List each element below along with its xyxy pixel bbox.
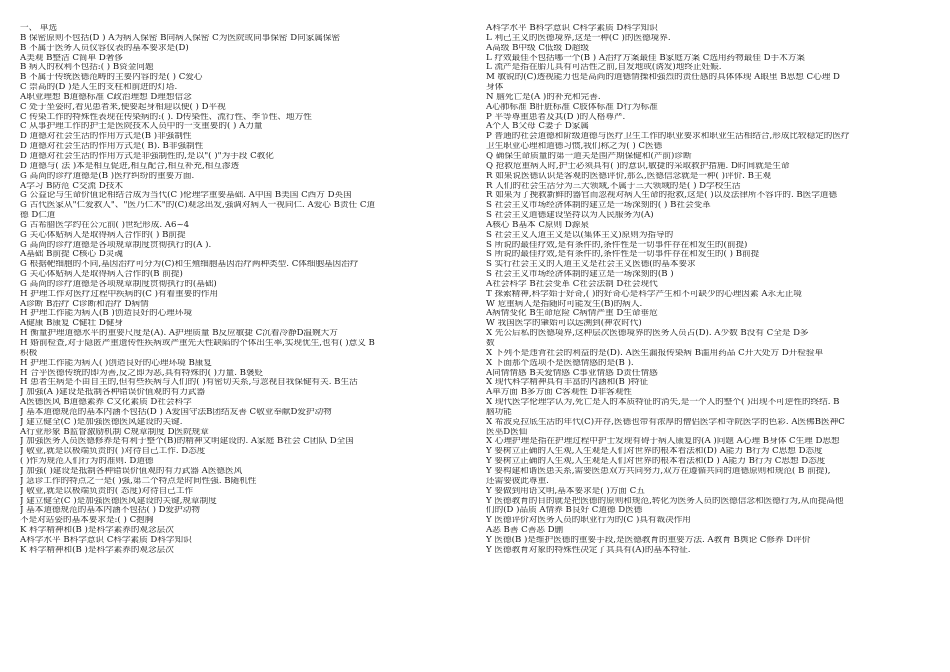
right-column-line: S 所说的最佳疗效,是有条件的,条件性是一切事件存在和发生的(前提): [486, 240, 748, 250]
right-column-line: X 现代医学伦理学认为,死亡是人的本质特征的消失,是一个人的整个( )出现不可逆性的终结. B: [486, 398, 840, 408]
right-column-line: Q 确保生命质量的第一道关是围产期保健和(产前)诊断: [486, 151, 692, 161]
left-column-line: B 保密原则不包括(D ) A为病人保密 B向病人保密 C为医院或同事保密 D向家属保密: [20, 33, 341, 43]
right-column-line: M 敏锐的(C)透视能力也是高尚的道德情操和强烈的责任感的具体体现 A眼里 B思想 C心理 D: [486, 73, 840, 83]
right-column-line: N 脑死亡是(A )的补充和完善.: [486, 92, 601, 102]
right-column-line: 医巫D医仙: [486, 427, 528, 437]
left-column-line: H 护理工作对医疗过程中疾病的(C )有着重要的作用: [20, 289, 219, 299]
left-column-line: A诊断 B治疗 C诊断和治疗 D病情: [20, 299, 149, 309]
right-column-line: R 如果为了挽救新鲜的器官而忽视对病人生命的抢救,这是( )以及法律所不容许的. B医学道德: [486, 191, 838, 201]
left-column-line: G 高尚的诊疗道德是各项规章制度贯彻执行的(基础): [20, 279, 217, 289]
left-column: [20, 24, 464, 556]
right-column-line: P 普通的社会道德和阶级道德与医疗卫生工作的职业要求和职业生活相结合,形成比较稳定的医疗: [486, 132, 850, 142]
right-column-line: L 利己主义的医德境界,这是一种(C )的医德境界.: [486, 33, 671, 43]
right-column: [486, 24, 934, 556]
right-column-line: A核心 B基本 C原则 D源泉: [486, 220, 589, 230]
right-column-line: T 探索精神,科学始于好奇,( )的好奇心是科学产生和不可缺少的心理因素 A永无止境: [486, 289, 802, 299]
left-column-line: B 不属于医务人员仪容仪表的基本要求是(D): [20, 43, 189, 53]
left-column-line: ( )作为规范人们行为的准则. D道德: [20, 457, 154, 467]
right-column-line: Y 医德(B )是维护医德的重要手段,是医德教育的重要方法. A教育 B舆论 C修养 D评价: [486, 535, 811, 545]
left-column-line: G 关心体贴病人是取得病人合作的( ) B前提: [20, 230, 186, 240]
left-column-line: H 合乎医德传统的即为善,反之即为恶,具有特殊的( )力量. B褒贬: [20, 368, 264, 378]
left-column-line: D 道德与( 法 )本是相互促进,相互配合,相互补充,相互渗透: [20, 161, 240, 171]
left-column-line: J 加强(A )建设是抵制各种错误价值观的有力武器: [20, 388, 206, 398]
left-column-line: A基础 B前提 C核心 D灵魂: [20, 250, 123, 260]
right-column-line: W 我国医学的肇始可以远溯到(神农时代): [486, 319, 642, 329]
right-column-line: L 流产是指在胎儿具有可活性之前,自发地或(诱发)地终止妊娠.: [486, 63, 722, 73]
right-column-line: Y 医德教育对象的特殊性决定了其具有(A)的基本特征.: [486, 545, 691, 555]
left-column-line: A科学水平 B科学意识 C科学素质 D科学知识: [20, 535, 192, 545]
right-column-line: Q 抢救危重病人时,护士必须具有( )的意识,敏捷的采取救护措施. D时间就是生命: [486, 161, 790, 171]
left-column-line: A医德医风 B道德素养 C文化素质 D社会科学: [20, 398, 192, 408]
right-column-line: Y 医德教育的目的就是把医德的原则和规范,转化为医务人员的医德信念和医德行为,从而提高他: [486, 496, 844, 506]
right-column-line: 身体: [486, 83, 504, 93]
right-column-line: 卫生职业心理和道德习惯,我们称之为( ) C医德: [486, 142, 663, 152]
left-column-line: C 从事护理工作的护士是医院技术人员中的一支重要的( ) A力量: [20, 122, 263, 132]
right-column-line: 脑功能: [486, 407, 512, 417]
left-column-line: G 古代医家从"仁爱救人"、"医乃仁术"的(C)观念出发,强调对病人一视同仁. A爱心 B责任 C道: [20, 201, 376, 211]
right-column-line: A高级 B中级 C低级 D超级: [486, 43, 589, 53]
left-column-line: A健康 B康复 C健壮 D健身: [20, 319, 123, 329]
right-column-line: A社会科学 B社会变革 C社会法制 D社会现代: [486, 279, 658, 289]
right-column-line: A心肺标准 B肝脏标准 C肢体标准 D行为标准: [486, 102, 658, 112]
right-column-line: A单方面 B多方面 C客观性 D非客观性: [486, 388, 632, 398]
left-column-line: H 护理工作能为病人(B )创造良好的心理环境: [20, 309, 193, 319]
left-column-line: G 高尚的诊疗道德是各项规章制度贯彻执行的(A ).: [20, 240, 212, 250]
left-column-line: G 根据靶细胞的不同,基因治疗可分为(C)和生殖细胞基因治疗两种类型. C体细胞基因治疗: [20, 260, 359, 270]
left-column-line: A职业理想 B道德标准 C政治理想 D理想信念: [20, 92, 192, 102]
right-column-line: 数: [486, 339, 495, 348]
left-column-line: B 不属于传统医德范畴的主要内容的是( ) C爱心: [20, 73, 203, 83]
right-column-line: A恶 B善 C善恶 D删: [486, 526, 564, 536]
right-column-line: S 社会主义市场经济体制的建立是一场深刻的(B ): [486, 270, 674, 280]
left-column-line: G 高尚的诊疗道德是(B )医疗纠纷的重要方面.: [20, 171, 195, 181]
right-column-line: 们的(D )品质 A情养 B良好 C道德 D医德: [486, 506, 643, 516]
right-column-line: S 社会主义市场经济体制的建立是一场深刻的( ) B社会变革: [486, 201, 711, 211]
right-column-line: W 危重病人是指随时可能发生(B)的病人.: [486, 299, 643, 309]
left-column-line: J 敬业,就是以极端负责的( )对待自己工作. D态度: [20, 447, 206, 457]
left-column-line: D 道德对社会生活的作用方式是(B )非强制性: [20, 132, 192, 142]
left-column-line: 积极: [20, 348, 38, 358]
right-column-line: A同情情感 B关爱情感 C事业情感 D责任情感: [486, 368, 658, 378]
left-column-line: J 基本道德规范的基本内涵不包括( ) D爱护动物: [20, 506, 200, 516]
left-column-line: C 处于坐姿时,看见患者来,便要起身相迎以便( ) D平视: [20, 102, 226, 112]
left-column-line: G 关心体贴病人是取得病人合作的(B 前提): [20, 270, 183, 280]
left-column-line: B 病人的权利不包括:( ) B资金问题: [20, 63, 154, 73]
right-column-line: R 如果说医德认识是客观的医德评价,那么,医德信念就是一种( )评价. B主观: [486, 171, 772, 181]
left-column-line: 不是对站姿的基本要求是:( ) C抱胸: [20, 516, 154, 526]
right-column-line: A科学水平 B科学意识 C科学素质 D科学知识: [486, 24, 658, 33]
right-column-line: P 平等尊重患者及其(D )的人格尊严.: [486, 112, 626, 122]
left-column-line: 一、 单选: [20, 24, 58, 33]
left-column-line: G 公益论与生命价值论相结合成为当代(C )伦理学重要基础. A中国 B美国 C西方 D英国: [20, 191, 352, 201]
right-column-line: X 下面那个选项不是医德情感的是(B ).: [486, 358, 634, 368]
right-column-line: R 人们的社会生活分为三大领域,不属于三大领域的是( ) D学校生活: [486, 181, 741, 191]
left-column-line: J 急诊工作的特点之一是( )强,第二个特点是时间性强. B随机性: [20, 476, 257, 486]
right-column-line: Y 要做到用语文明,基本要求是( )方面 C五: [486, 486, 645, 496]
right-column-line: S 社会主义道德建设坚持以为人民服务为(A): [486, 211, 654, 221]
left-column-line: J 建立健全(C )是加强医德医风建设的关键.: [20, 417, 183, 427]
right-column-line: X 先公后私的医德境界,这种层次医德境界的医务人员占(D). A少数 B没有 C全是 D多: [486, 329, 809, 339]
left-column-line: J 加强( )建设是抵制各种错误价值观的有力武器 A医德医风: [20, 466, 243, 476]
left-column-line: G 古希腊医学约在公元前( )世纪形成. A6~4: [20, 220, 190, 230]
right-column-line: X 心理护理是指在护理过程中护士发现有碍于病人康复的(A )问题 A心理 B身体 C生理 D思想: [486, 437, 840, 447]
left-column-line: H 婚前检查,对于隐匿严重遗传性疾病或严重先天性缺陷的个体出生率,实现优生,也有( )意义 B: [20, 339, 375, 348]
right-column-line: A病情变化 B生命危险 C病情严重 D生命垂危: [486, 309, 658, 319]
left-column-line: J 基本道德规范的基本内涵不包括(D ) A爱国守法B团结友善 C敬业奉献D爱护动物: [20, 407, 332, 417]
right-column-line: L 疗效最佳不包括哪一个(B ) A治疗方案最佳 B家庭方案 C选用药物最佳 D手术方案: [486, 53, 805, 63]
left-column-line: A行业形象 B监督激励机制 C规章制度 D医院规章: [20, 427, 209, 437]
left-column-line: K 科学精神和(B )是科学素养的观念层次: [20, 545, 174, 555]
right-column-line: A个人 B父母 C妻子 D家属: [486, 122, 589, 132]
left-column-line: C 崇高的(D )是人生的支柱和前进的灯塔.: [20, 83, 178, 93]
right-column-line: X 现代科学精神具有丰富的内涵和(B )特征: [486, 378, 649, 388]
right-column-line: S 实行社会主义的人道主义是社会主义医德(的基本要求: [486, 260, 696, 270]
left-column-line: A学习 B防范 C交流 D技术: [20, 181, 123, 191]
right-column-line: S 所说的最佳疗效,是有条件的,条件性是一切事件存在和发生的( ) B前提: [486, 250, 760, 260]
left-column-line: J 加强医务人员医德修养是有利于整个(B)的精神文明建设的. A家庭 B社会 C团队 D全国: [20, 437, 354, 447]
right-column-line: 还需要彼此尊重.: [486, 476, 549, 486]
left-column-line: K 科学精神和(B )是科学素养的观念层次: [20, 526, 174, 536]
right-column-line: Y 要树立正确的人生观,人生观是人们对世界的根本看法和(D ) A能力 B行为 C思想 D态度: [486, 457, 826, 467]
right-column-line: Y 要构建和谐医患关系,需要医患双方共同努力,双方在遵循共同的道德原则和规范( B 前提),: [486, 466, 831, 476]
left-column-line: C 传染工作的特殊性表现在传染病的:( ). D传染性、流行性、季节性、地方性: [20, 112, 312, 122]
left-column-line: J 敬业,就是以极端负责的( 态度)对待自己工作: [20, 486, 194, 496]
right-column-line: X 希波克拉底生活的年代(C)并存,医德也带有浓厚的僧侣医学和寺院医学的色彩. A医佛B医神C: [486, 417, 845, 427]
left-column-line: A美观 B整洁 C简单 D奢侈: [20, 53, 123, 63]
left-column-line: J 建立健全(C )是加强医德医风建设的关键,规章制度: [20, 496, 217, 506]
left-column-line: D 道德对社会生活的作用方式是非强制性的,是以"( )"为手段 C教化: [20, 151, 274, 161]
right-column-line: Y 医德评价对医务人员的职业行为的(C )具有裁决作用: [486, 516, 691, 526]
right-column-line: X 下列不是违背社会的利益的是(D). A医生漏报传染病 B滥用药品 C开大处方 D开检验单: [486, 348, 824, 358]
left-column-line: H 护理工作能为病人( )创造良好的心理环境 B康复: [20, 358, 212, 368]
left-column-line: 德 D仁道: [20, 211, 56, 221]
right-column-line: Y 要树立正确的人生观,人生观是人们对世界的根本看法和(D) A能力 B行为 C思想 D态度: [486, 447, 823, 457]
left-column-line: H 患者生病是不由自主的,但有些疾病与人们的( )有密切关系,与忽视自我保健有关. B生活: [20, 378, 358, 388]
left-column-line: H 衡量护理道德水平的重要尺度是(A). A护理质量 B反应敏捷 C沉着冷静D温婉大方: [20, 329, 338, 339]
right-column-line: S 社会主义人道主义是以(集体主义)原则为指导的: [486, 230, 674, 240]
left-column-line: D 道德对社会生活的作用方式是( B). B非强制性: [20, 142, 204, 152]
